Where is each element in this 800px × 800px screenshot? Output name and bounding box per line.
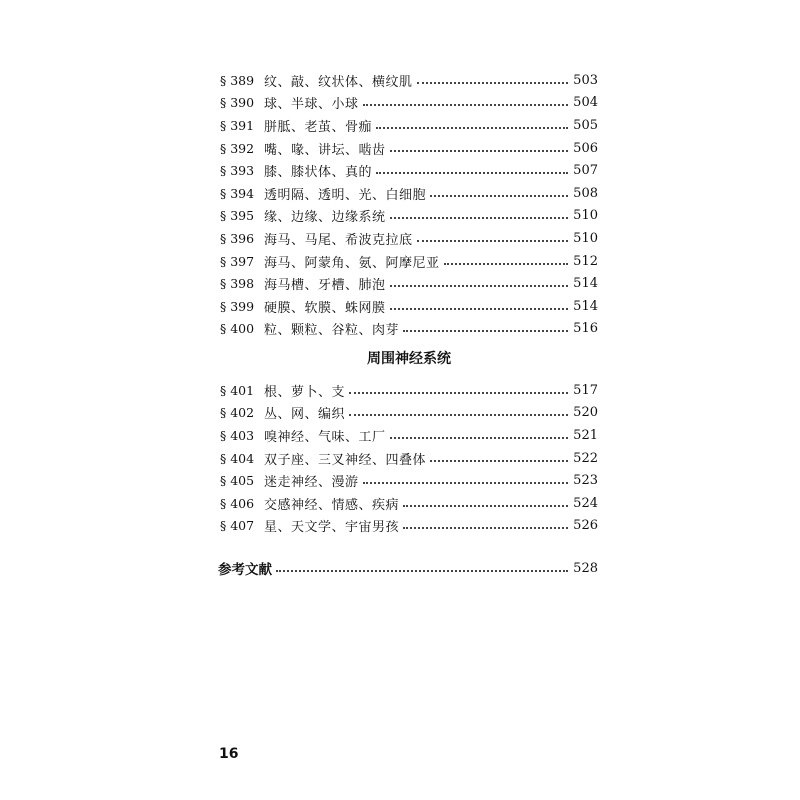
entry-title: 海马、马尾、希波克拉底 xyxy=(264,232,413,248)
toc-row[interactable] xyxy=(220,69,598,92)
dot-leader xyxy=(417,239,568,242)
page-ref: 506 xyxy=(573,140,598,156)
toc-row[interactable] xyxy=(220,205,598,228)
dot-leader xyxy=(363,481,568,484)
page-ref: 510 xyxy=(573,208,598,224)
toc-list-peripheral xyxy=(220,379,598,537)
dot-leader xyxy=(363,103,568,106)
page-ref: 523 xyxy=(573,473,598,489)
page-ref: 520 xyxy=(573,405,598,421)
entry-title: 膝、膝状体、真的 xyxy=(264,165,373,181)
section-number: § 406 xyxy=(220,495,255,511)
entry-title: 海马槽、牙槽、肺泡 xyxy=(264,278,386,294)
dot-leader xyxy=(390,284,568,287)
page-ref: 517 xyxy=(573,382,598,398)
page-ref: 512 xyxy=(573,253,598,269)
section-number: § 399 xyxy=(220,298,255,314)
toc-row[interactable] xyxy=(220,182,598,205)
section-number: § 389 xyxy=(220,72,255,88)
entry-title: 嗅神经、气味、工厂 xyxy=(264,429,386,445)
section-number: § 400 xyxy=(220,321,255,337)
dot-leader xyxy=(376,126,568,129)
section-number: § 393 xyxy=(220,163,255,179)
entry-title: 双子座、三叉神经、四叠体 xyxy=(264,452,427,468)
dot-leader xyxy=(403,504,568,507)
toc-row[interactable] xyxy=(220,402,598,425)
entry-title: 根、萝卜、支 xyxy=(264,384,346,400)
entry-title: 交感神经、情感、疾病 xyxy=(264,497,400,513)
page-ref: 508 xyxy=(573,185,598,201)
section-heading: 周围神经系统 xyxy=(367,351,451,367)
entry-title: 海马、阿蒙角、氨、阿摩尼亚 xyxy=(264,255,440,271)
dot-leader xyxy=(403,329,568,332)
page-ref: 526 xyxy=(573,518,598,534)
dot-leader xyxy=(390,307,568,310)
page-number: 16 xyxy=(219,746,239,762)
references-label: 参考文献 xyxy=(218,562,272,578)
page-ref: 522 xyxy=(573,450,598,466)
toc-row[interactable] xyxy=(220,272,598,295)
section-number: § 402 xyxy=(220,405,255,421)
toc-row[interactable] xyxy=(220,114,598,137)
page-ref: 503 xyxy=(573,72,598,88)
dot-leader xyxy=(276,569,568,572)
entry-title: 粒、颗粒、谷粒、肉芽 xyxy=(264,323,400,339)
toc-row[interactable] xyxy=(220,250,598,273)
entry-title: 迷走神经、漫游 xyxy=(264,475,359,491)
toc-row[interactable] xyxy=(220,295,598,318)
section-number: § 407 xyxy=(220,518,255,534)
section-number: § 392 xyxy=(220,140,255,156)
section-number: § 390 xyxy=(220,95,255,111)
section-number: § 391 xyxy=(220,117,255,133)
dot-leader xyxy=(376,171,568,174)
section-number: § 398 xyxy=(220,276,255,292)
toc-row[interactable] xyxy=(220,469,598,492)
section-number: § 394 xyxy=(220,185,255,201)
toc-row[interactable] xyxy=(220,92,598,115)
section-number: § 403 xyxy=(220,427,255,443)
toc-row[interactable] xyxy=(220,159,598,182)
entry-title: 嘴、喙、讲坛、啮齿 xyxy=(264,142,386,158)
section-number: § 396 xyxy=(220,230,255,246)
dot-leader xyxy=(444,262,568,265)
toc-row[interactable] xyxy=(220,515,598,538)
page-ref: 514 xyxy=(573,276,598,292)
page-ref: 504 xyxy=(573,95,598,111)
page-ref: 521 xyxy=(573,427,598,443)
dot-leader xyxy=(430,194,568,197)
references-page: 528 xyxy=(573,560,598,576)
entry-title: 球、半球、小球 xyxy=(264,97,359,113)
toc-row[interactable] xyxy=(220,447,598,470)
page-ref: 507 xyxy=(573,163,598,179)
dot-leader xyxy=(430,459,568,462)
entry-title: 缘、边缘、边缘系统 xyxy=(264,210,386,226)
page-ref: 510 xyxy=(573,230,598,246)
page-ref: 514 xyxy=(573,298,598,314)
section-number: § 397 xyxy=(220,253,255,269)
dot-leader xyxy=(390,436,568,439)
section-number: § 401 xyxy=(220,382,255,398)
entry-title: 纹、敲、纹状体、横纹肌 xyxy=(264,74,413,90)
toc-row[interactable] xyxy=(220,379,598,402)
dot-leader xyxy=(349,391,568,394)
toc-row[interactable] xyxy=(220,137,598,160)
entry-title: 胼胝、老茧、骨痂 xyxy=(264,119,373,135)
toc-row[interactable] xyxy=(220,424,598,447)
toc-row[interactable] xyxy=(220,318,598,341)
toc-row-references[interactable] xyxy=(218,557,598,579)
dot-leader xyxy=(390,216,568,219)
dot-leader xyxy=(403,526,568,529)
toc-list-main xyxy=(220,69,598,340)
entry-title: 丛、网、编织 xyxy=(264,407,346,423)
page-ref: 524 xyxy=(573,495,598,511)
toc-row[interactable] xyxy=(220,492,598,515)
page-ref: 505 xyxy=(573,117,598,133)
section-number: § 395 xyxy=(220,208,255,224)
entry-title: 星、天文学、宇宙男孩 xyxy=(264,520,400,536)
page-ref: 516 xyxy=(573,321,598,337)
entry-title: 透明隔、透明、光、白细胞 xyxy=(264,187,427,203)
section-number: § 405 xyxy=(220,473,255,489)
dot-leader xyxy=(390,149,568,152)
dot-leader xyxy=(417,81,568,84)
section-number: § 404 xyxy=(220,450,255,466)
toc-row[interactable] xyxy=(220,227,598,250)
entry-title: 硬膜、软膜、蛛网膜 xyxy=(264,300,386,316)
dot-leader xyxy=(349,413,568,416)
